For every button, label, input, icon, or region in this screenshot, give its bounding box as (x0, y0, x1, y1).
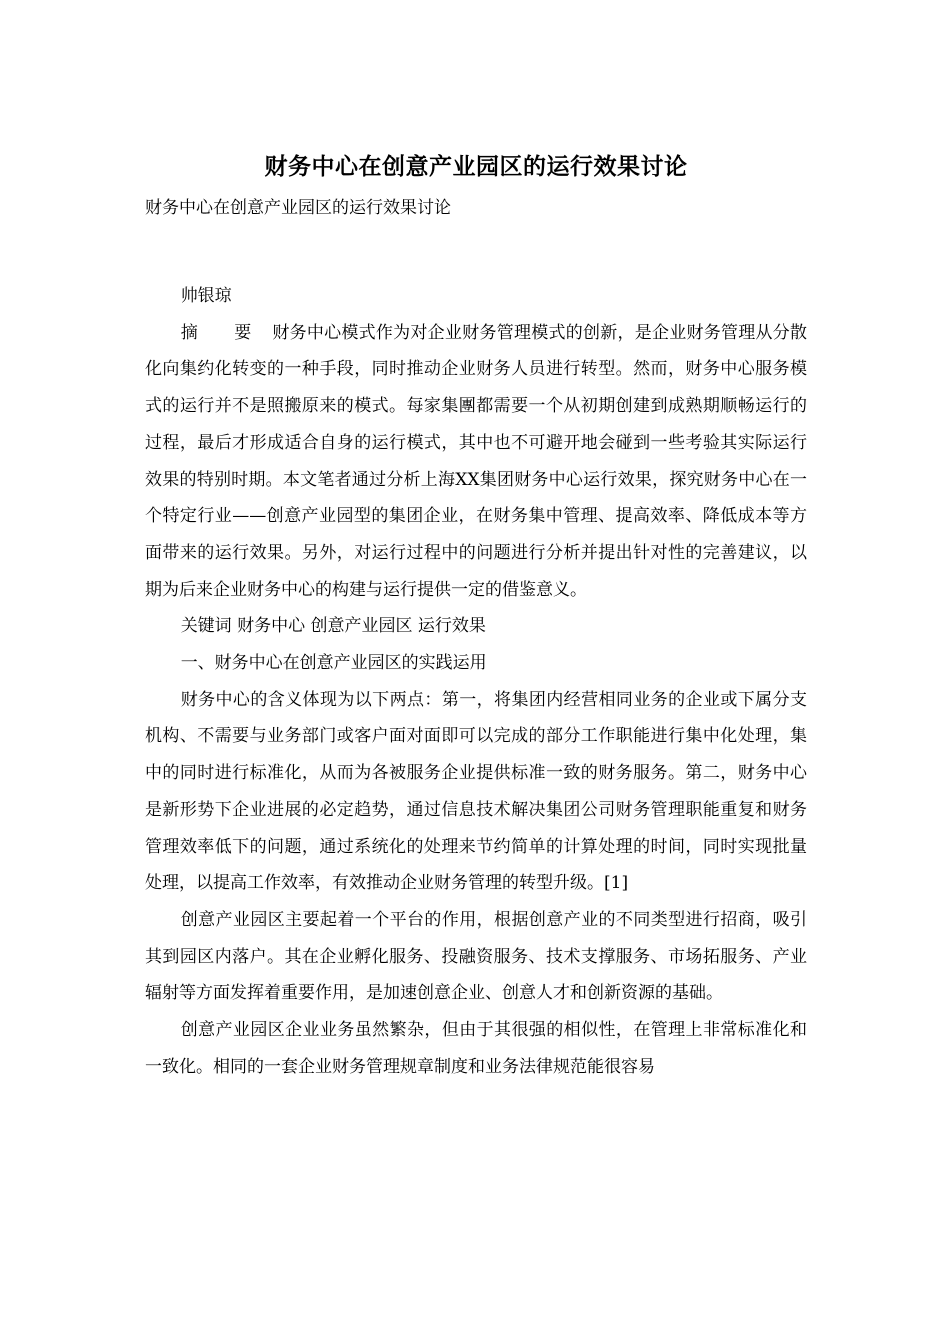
abstract-text: 财务中心模式作为对企业财务管理模式的创新，是企业财务管理从分散化向集约化转变的一种手段，同时推动企业财务人员进行转型。然而，财务中心服务模式的运行并不是照搬原来的模式。每家集團都需要一个从初期创建到成熟期顺畅运行的过程，最后才形成适合自身的运行模式，其中也不可避开地会碰到一些考验其实际运行效果的特别时期。本文笔者通过分析上海XX集团财务中心运行效果，探究财务中心在一个特定行业——创意产业园型的集团企业，在财务集中管理、提高效率、降低成本等方面带来的运行效果。另外，对运行过程中的问题进行分析并提出针对性的完善建议，以期为后来企业财务中心的构建与运行提供一定的借鉴意义。 (145, 322, 807, 600)
document-title: 财务中心在创意产业园区的运行效果讨论 (264, 153, 688, 180)
document-page (145, 150, 807, 1085)
spacer (145, 224, 807, 278)
body-paragraph: 创意产业园区企业业务虽然繁杂，但由于其很强的相似性，在管理上非常标准化和一致化。相同的一套企业财务管理规章制度和业务法律规范能很容易 (145, 1020, 807, 1077)
section-heading: 一、财务中心在创意产业园区的实践运用 (180, 653, 487, 674)
document-subtitle: 财务中心在创意产业园区的运行效果讨论 (145, 198, 451, 218)
body-paragraph: 财务中心的含义体现为以下两点：第一，将集团内经营相同业务的企业或下属分支机构、不需要与业务部门或客户面对面即可以完成的部分工作职能进行集中化处理，集中的同时进行标准化，从而为各被服务企业提供标准一致的财务服务。第二，财务中心是新形势下企业进展的必定趋势，通过信息技术解决集团公司财务管理职能重复和财务管理效率低下的问题，通过系统化的处理来节约简单的计算处理的时间，同时实现批量处理，以提高工作效率，有效推动企业财务管理的转型升级。[1] (145, 689, 807, 894)
author-name: 帅银琼 (180, 286, 232, 306)
body-paragraph: 创意产业园区主要起着一个平台的作用，根据创意产业的不同类型进行招商，吸引其到园区内落户。其在企业孵化服务、投融资服务、技术支撑服务、市场拓服务、产业辐射等方面发挥着重要作用，是加速创意企业、创意人才和创新资源的基础。 (145, 909, 807, 1004)
keywords-line: 关键词 财务中心 创意产业园区 运行效果 (180, 616, 486, 637)
abstract-paragraph (145, 315, 807, 609)
abstract-label: 摘 要 (180, 322, 267, 343)
